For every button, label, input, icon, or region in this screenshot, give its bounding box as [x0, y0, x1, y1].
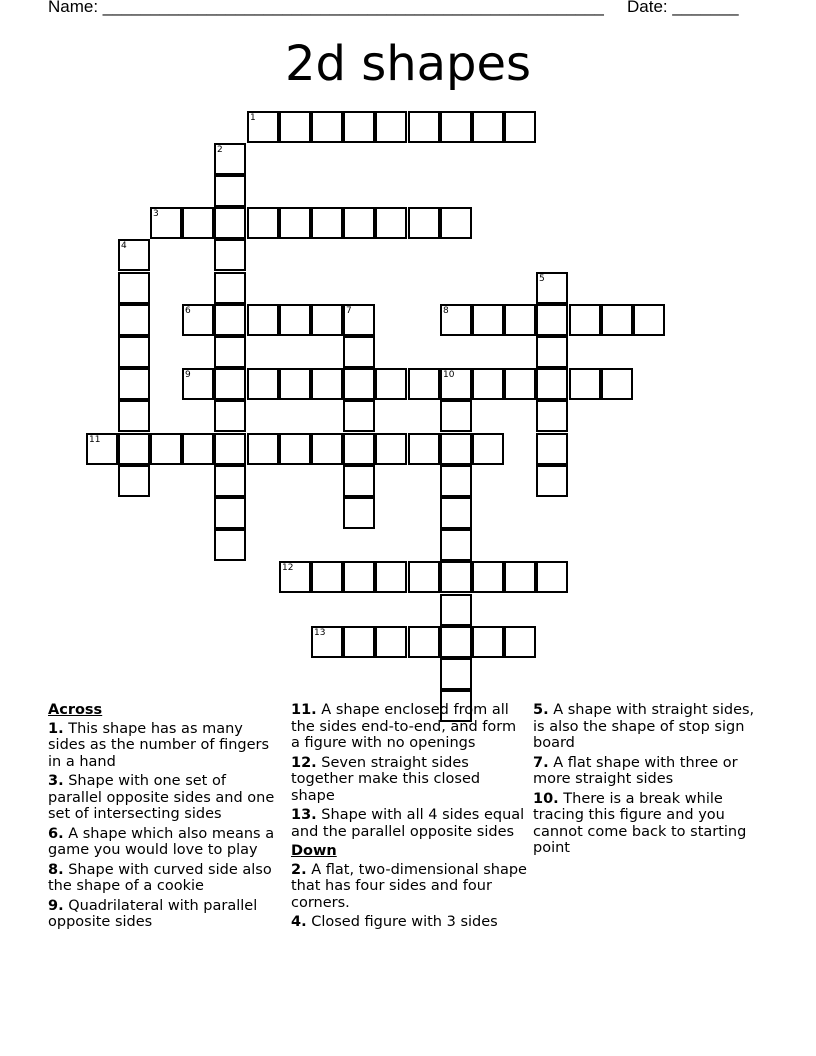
- grid-cell[interactable]: [311, 561, 343, 593]
- grid-cell[interactable]: [440, 433, 472, 465]
- grid-cell[interactable]: [536, 561, 568, 593]
- across-clue-list-continued: [291, 702, 527, 840]
- grid-cell[interactable]: [536, 368, 568, 400]
- clue-item: [533, 791, 769, 857]
- grid-cell[interactable]: [343, 111, 375, 143]
- clue-item-number: 10.: [533, 790, 559, 807]
- grid-cell[interactable]: [440, 594, 472, 626]
- clue-item-number: 9.: [48, 897, 64, 914]
- clue-item: [291, 702, 527, 752]
- grid-cell[interactable]: [343, 400, 375, 432]
- grid-cell[interactable]: [375, 111, 407, 143]
- grid-cell[interactable]: [343, 304, 375, 336]
- grid-cell[interactable]: [343, 561, 375, 593]
- grid-cell[interactable]: [472, 561, 504, 593]
- grid-cell[interactable]: [182, 304, 214, 336]
- grid-cell[interactable]: [343, 336, 375, 368]
- grid-cell[interactable]: [343, 368, 375, 400]
- grid-cell[interactable]: [343, 465, 375, 497]
- clue-number: 1: [250, 113, 256, 123]
- grid-cell[interactable]: [472, 111, 504, 143]
- grid-cell[interactable]: [536, 465, 568, 497]
- clues-middle-column: [291, 702, 527, 934]
- clue-item-text: A flat, two-dimensional shape that has four sides and four corners.: [291, 861, 527, 911]
- grid-cell[interactable]: [311, 626, 343, 658]
- grid-cell[interactable]: [569, 304, 601, 336]
- clue-item-number: 5.: [533, 702, 549, 718]
- grid-cell[interactable]: [311, 207, 343, 239]
- grid-cell[interactable]: [118, 400, 150, 432]
- grid-cell[interactable]: [536, 304, 568, 336]
- grid-cell[interactable]: [504, 626, 536, 658]
- grid-cell[interactable]: [440, 304, 472, 336]
- grid-cell[interactable]: [118, 304, 150, 336]
- date-field[interactable]: Date: _______: [627, 0, 739, 16]
- grid-cell[interactable]: [279, 433, 311, 465]
- grid-cell[interactable]: [86, 433, 118, 465]
- grid-cell[interactable]: [214, 497, 246, 529]
- grid-cell[interactable]: [118, 272, 150, 304]
- grid-cell[interactable]: [472, 433, 504, 465]
- clue-item: [291, 914, 527, 931]
- grid-cell[interactable]: [214, 304, 246, 336]
- clue-item-number: 4.: [291, 914, 307, 930]
- clue-number: 10: [443, 370, 455, 380]
- grid-cell[interactable]: [408, 111, 440, 143]
- grid-cell[interactable]: [536, 272, 568, 304]
- grid-cell[interactable]: [279, 368, 311, 400]
- clue-item-text: A shape which also means a game you would love to play: [48, 825, 275, 858]
- clue-item: [291, 862, 527, 912]
- grid-cell[interactable]: [214, 529, 246, 561]
- grid-cell[interactable]: [311, 433, 343, 465]
- clue-item-text: Closed figure with 3 sides: [306, 914, 498, 930]
- grid-cell[interactable]: [601, 304, 633, 336]
- grid-cell[interactable]: [182, 433, 214, 465]
- clue-item: [533, 755, 769, 788]
- page-title: 2d shapes: [284, 36, 532, 92]
- grid-cell[interactable]: [472, 626, 504, 658]
- clue-item-number: 2.: [291, 861, 307, 878]
- grid-cell[interactable]: [343, 497, 375, 529]
- down-clue-list: [291, 862, 527, 931]
- grid-cell[interactable]: [279, 561, 311, 593]
- clue-number: 7: [346, 306, 352, 316]
- clues-right-column: [533, 702, 769, 860]
- grid-cell[interactable]: [182, 207, 214, 239]
- grid-cell[interactable]: [311, 304, 343, 336]
- clue-number: 9: [185, 370, 191, 380]
- grid-cell[interactable]: [214, 239, 246, 271]
- clue-number: 4: [121, 241, 127, 251]
- grid-cell[interactable]: [182, 368, 214, 400]
- grid-cell[interactable]: [536, 400, 568, 432]
- grid-cell[interactable]: [633, 304, 665, 336]
- grid-cell[interactable]: [375, 368, 407, 400]
- clue-item-text: Quadrilateral with parallel opposite sides: [48, 897, 258, 930]
- grid-cell[interactable]: [440, 400, 472, 432]
- down-heading: Down: [291, 843, 337, 859]
- clue-item-text: A flat shape with three or more straight sides: [533, 754, 738, 787]
- grid-cell[interactable]: [504, 368, 536, 400]
- clue-item-number: 1.: [48, 720, 64, 737]
- grid-cell[interactable]: [118, 433, 150, 465]
- grid-cell[interactable]: [504, 111, 536, 143]
- clue-number: 2: [217, 145, 223, 155]
- clue-item: [48, 721, 284, 771]
- grid-cell[interactable]: [214, 175, 246, 207]
- grid-cell[interactable]: [247, 207, 279, 239]
- grid-cell[interactable]: [504, 561, 536, 593]
- clue-item-number: 8.: [48, 861, 64, 878]
- clue-item: [48, 898, 284, 931]
- clue-item-text: Seven straight sides together make this closed shape: [291, 754, 481, 804]
- grid-cell[interactable]: [440, 207, 472, 239]
- grid-cell[interactable]: [214, 336, 246, 368]
- clue-item: [48, 862, 284, 895]
- clue-item-text: A shape with straight sides, is also the shape of stop sign board: [533, 702, 755, 751]
- grid-cell[interactable]: [440, 368, 472, 400]
- clue-number: 3: [153, 209, 159, 219]
- grid-cell[interactable]: [440, 561, 472, 593]
- grid-cell[interactable]: [247, 368, 279, 400]
- grid-cell[interactable]: [311, 111, 343, 143]
- clue-item: [291, 755, 527, 805]
- grid-cell[interactable]: [601, 368, 633, 400]
- grid-cell[interactable]: [247, 304, 279, 336]
- grid-cell[interactable]: [440, 529, 472, 561]
- name-field[interactable]: Name: _____________________________________________________: [48, 0, 604, 16]
- clues-across-column: [48, 702, 284, 934]
- grid-cell[interactable]: [311, 368, 343, 400]
- clue-item-number: 7.: [533, 754, 549, 771]
- grid-cell[interactable]: [150, 433, 182, 465]
- grid-cell[interactable]: [536, 336, 568, 368]
- clue-item-text: Shape with curved side also the shape of a cookie: [48, 861, 272, 894]
- grid-cell[interactable]: [569, 368, 601, 400]
- grid-cell[interactable]: [375, 561, 407, 593]
- grid-cell[interactable]: [472, 304, 504, 336]
- grid-cell[interactable]: [214, 272, 246, 304]
- grid-cell[interactable]: [279, 304, 311, 336]
- clue-number: 8: [443, 306, 449, 316]
- grid-cell[interactable]: [375, 207, 407, 239]
- grid-cell[interactable]: [375, 433, 407, 465]
- clue-number: 5: [539, 274, 545, 284]
- grid-cell[interactable]: [247, 111, 279, 143]
- grid-cell[interactable]: [504, 304, 536, 336]
- grid-cell[interactable]: [440, 658, 472, 690]
- grid-cell[interactable]: [440, 497, 472, 529]
- clue-item-number: 12.: [291, 754, 317, 771]
- grid-cell[interactable]: [118, 239, 150, 271]
- grid-cell[interactable]: [343, 626, 375, 658]
- grid-cell[interactable]: [214, 400, 246, 432]
- clue-number: 11: [89, 435, 101, 445]
- clue-item-number: 11.: [291, 702, 317, 718]
- grid-cell[interactable]: [408, 207, 440, 239]
- clue-number: 13: [314, 628, 326, 638]
- grid-cell[interactable]: [214, 143, 246, 175]
- clue-item-text: There is a break while tracing this figure and you cannot come back to starting point: [533, 790, 747, 856]
- clue-item-text: Shape with all 4 sides equal and the parallel opposite sides: [291, 807, 525, 840]
- grid-cell[interactable]: [440, 465, 472, 497]
- clue-item-number: 13.: [291, 807, 317, 823]
- grid-cell[interactable]: [343, 433, 375, 465]
- clue-number: 12: [282, 563, 294, 573]
- clue-item-number: 3.: [48, 773, 64, 789]
- grid-cell[interactable]: [279, 207, 311, 239]
- grid-cell[interactable]: [279, 111, 311, 143]
- grid-cell[interactable]: [408, 626, 440, 658]
- grid-cell[interactable]: [536, 433, 568, 465]
- grid-cell[interactable]: [150, 207, 182, 239]
- grid-cell[interactable]: [118, 465, 150, 497]
- clue-item-text: This shape has as many sides as the number of fingers in a hand: [48, 720, 270, 770]
- down-clue-list-continued: [533, 702, 769, 857]
- grid-cell[interactable]: [408, 433, 440, 465]
- grid-cell[interactable]: [408, 561, 440, 593]
- grid-cell[interactable]: [214, 368, 246, 400]
- clue-item: [533, 702, 769, 752]
- grid-cell[interactable]: [214, 465, 246, 497]
- clue-item: [48, 826, 284, 859]
- grid-cell[interactable]: [118, 368, 150, 400]
- clue-item: [48, 773, 284, 823]
- grid-cell[interactable]: [247, 433, 279, 465]
- grid-cell[interactable]: [375, 626, 407, 658]
- grid-cell[interactable]: [343, 207, 375, 239]
- grid-cell[interactable]: [440, 111, 472, 143]
- grid-cell[interactable]: [408, 368, 440, 400]
- clue-item: [291, 807, 527, 840]
- grid-cell[interactable]: [440, 626, 472, 658]
- clue-number: 6: [185, 306, 191, 316]
- clue-item-text: A shape enclosed from all the sides end-to-end, and form a figure with no openings: [291, 702, 517, 751]
- grid-cell[interactable]: [214, 433, 246, 465]
- grid-cell[interactable]: [214, 207, 246, 239]
- grid-cell[interactable]: [472, 368, 504, 400]
- across-clue-list: [48, 721, 284, 931]
- across-heading: Across: [48, 702, 103, 718]
- clue-item-number: 6.: [48, 825, 64, 842]
- clue-item-text: Shape with one set of parallel opposite sides and one set of intersecting sides: [48, 773, 275, 822]
- grid-cell[interactable]: [118, 336, 150, 368]
